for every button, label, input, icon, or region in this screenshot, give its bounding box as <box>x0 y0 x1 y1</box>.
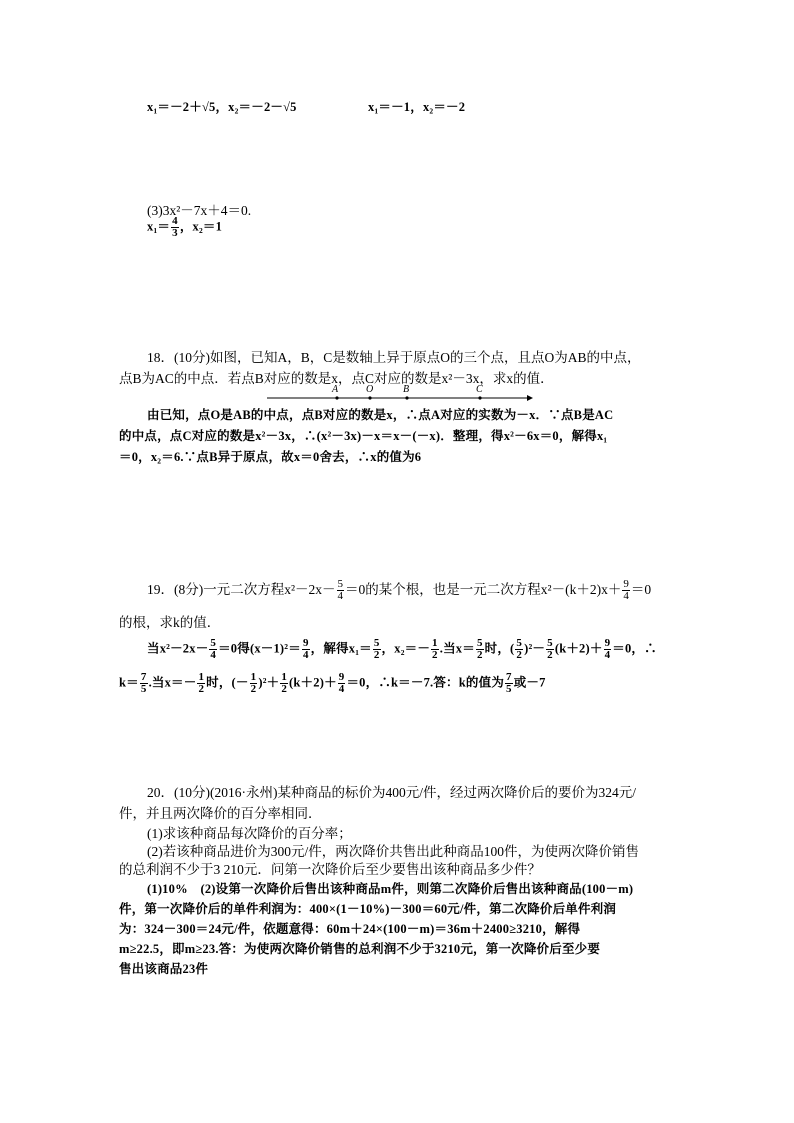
q18-answer-line3: ＝0，x₂＝6.∵点B异于原点，故x＝0舍去，∴x的值为6 <box>119 450 422 464</box>
q20-question-line5: 的总利润不少于3 210元．问第一次降价后至少要售出该种商品多少件？ <box>119 862 541 877</box>
q20-answer-line4: m≥22.5，即m≥23.答：为使两次降价销售的总利润不少于3210元，第一次降价后至少要 <box>119 942 601 956</box>
axis-label-c: C <box>476 384 483 395</box>
axis-label-a: A <box>332 384 339 395</box>
q18-question-line1: 18．(10分)如图，已知A，B，C是数轴上异于原点O的三个点，且点O为AB的中点， <box>147 350 641 365</box>
q20-question-line3: (1)求该种商品每次降价的百分率； <box>147 826 352 841</box>
q20-answer-line2: 件，第一次降价后的单件利润为：400×(1－10%)－300＝60元/件，第二次降价后单件利润 <box>119 902 617 916</box>
axis-label-o: O <box>366 384 374 395</box>
point-a <box>335 396 338 399</box>
q20-answer-line5: 售出该商品23件 <box>119 962 209 976</box>
q20-question-line2: 件，并且两次降价的百分率相同． <box>119 806 322 821</box>
q17-answer-b: x₁＝－1，x₂＝－2 <box>368 100 466 114</box>
q20-question-line1: 20．(10分)(2016·永州)某种商品的标价为400元/件，经过两次降价后的要价为324元/ <box>147 785 636 800</box>
q19-question-line1: 19．(8分)一元二次方程x²－2x－ $\frac{5}{4}$ ＝0的某个根，也是一元二次方程x²－(k＋2)x＋ $\frac{9}{4}$ ＝0 <box>147 578 652 603</box>
axis-label-b: B <box>403 384 410 395</box>
point-b <box>405 396 408 399</box>
q17-part3-answer: x₁＝ $\frac{4}{3}$ ，x₂＝1 <box>147 215 223 239</box>
number-line-diagram <box>265 383 535 403</box>
axis-arrow-icon <box>527 395 533 401</box>
q19-answer-line1: 当x²－2x－ $\frac{5}{4}$ ＝0得(x－1)²＝ $\frac{9}{4}$ ，解得x₁＝ $\frac{5}{2}$ ，x₂＝－ $\frac{1}{2}$ .当x＝ $\frac{5}{2}$ 时，( $\frac{5}{2}$ )²－ $\frac{5}{2}$ (k＋2)＋ $\frac{9}{4}$ ＝0，∴ <box>147 637 657 661</box>
point-o <box>368 396 371 399</box>
q18-question-line2: 点B为AC的中点．若点B对应的数是x，点C对应的数是x²－3x，求x的值． <box>119 371 554 386</box>
q18-answer-line2: 的中点，点C对应的数是x²－3x，∴(x²－3x)－x＝x－(－x)．整理，得x²－6x＝0，解得x₁ <box>119 429 608 443</box>
q19-answer-line2: k＝ $\frac{7}{5}$ .当x＝－ $\frac{1}{2}$ 时，(－ $\frac{1}{2}$ )²＋ $\frac{1}{2}$ (k＋2)＋ $\frac{9}{4}$ ＝0，∴k＝－7.答：k的值为 $\frac{7}{5}$ 或－7 <box>119 671 546 695</box>
q18-answer-line1: 由已知，点O是AB的中点，点B对应的数是x，∴点A对应的实数为－x．∵点B是AC <box>147 408 614 422</box>
q20-answer-line1: (1)10% (2)设第一次降价后售出该种商品m件，则第二次降价后售出该种商品(100－m) <box>147 882 634 896</box>
q20-question-line4: (2)若该种商品进价为300元/件，两次降价共售出此种商品100件，为使两次降价销售 <box>147 844 639 859</box>
q17-answer-a: x₁＝－2＋√5，x₂＝－2－√5 <box>147 100 297 114</box>
q19-question-line2: 的根，求k的值． <box>119 615 221 630</box>
point-c <box>478 396 481 399</box>
q20-answer-line3: 为：324－300＝24元/件，依题意得：60m＋24×(100－m)＝36m＋2400≥3210，解得 <box>119 922 581 936</box>
q17-part3-question: (3)3x²－7x＋4＝0. <box>147 203 252 218</box>
